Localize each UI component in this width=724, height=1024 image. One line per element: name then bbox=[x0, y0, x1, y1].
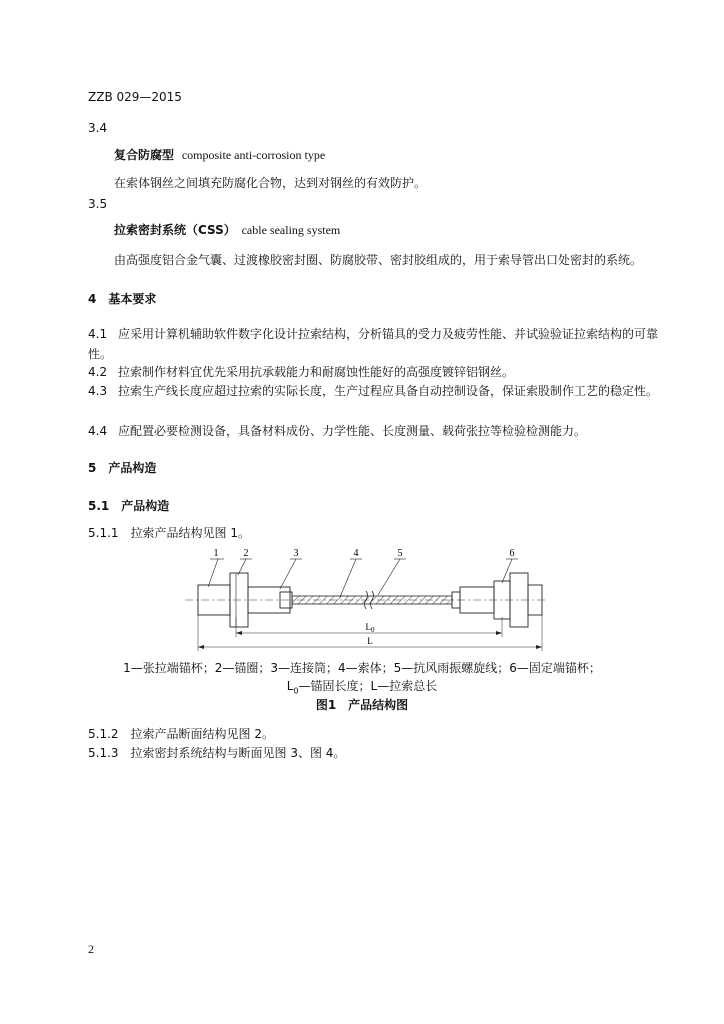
definition-3-4: 在索体钢丝之间填充防腐化合物，达到对钢丝的有效防护。 bbox=[114, 176, 427, 190]
clause-5-1-3: 5.1.3 拉索密封系统结构与断面见图 3、图 4。 bbox=[88, 746, 346, 760]
callout-1: 1 bbox=[213, 548, 219, 559]
callout-3: 3 bbox=[293, 548, 299, 559]
clause-number-3-5: 3.5 bbox=[88, 197, 108, 211]
legend-l0-symbol: L bbox=[286, 679, 294, 693]
callout-4: 4 bbox=[353, 548, 359, 559]
dimension-l0-label: $L_0$ bbox=[365, 622, 375, 634]
document-code: ZZB 029—2015 bbox=[88, 90, 182, 104]
legend-l0-subscript: 0 bbox=[293, 686, 299, 696]
term-cn: 拉索密封系统（CSS） bbox=[114, 223, 236, 237]
clause-number: 4.4 bbox=[88, 424, 108, 438]
clause-5-1-1: 5.1.1 拉索产品结构见图 1。 bbox=[88, 526, 250, 540]
callout-6: 6 bbox=[509, 548, 515, 559]
clause-number: 4.2 bbox=[88, 365, 108, 379]
dimension-l-label: L bbox=[367, 636, 373, 646]
figure-caption: 图1 产品结构图 bbox=[315, 698, 409, 712]
clause-4-4 bbox=[88, 421, 662, 441]
clause-4-3 bbox=[88, 381, 662, 401]
page-number: 2 bbox=[88, 942, 94, 956]
legend-l0-text: —锚固长度；L—拉索总长 bbox=[298, 679, 438, 693]
clause-number: 4.3 bbox=[88, 384, 108, 398]
callout-2: 2 bbox=[243, 548, 249, 559]
term-cn: 复合防腐型 bbox=[114, 148, 175, 162]
term-en: composite anti-corrosion type bbox=[181, 148, 326, 162]
cable-structure-figure bbox=[180, 545, 550, 655]
section-heading-5: 5 产品构造 bbox=[88, 461, 157, 475]
term-3-4 bbox=[114, 147, 325, 163]
term-en: cable sealing system bbox=[241, 223, 341, 237]
definition-3-5: 由高强度铝合金气囊、过渡橡胶密封圈、防腐胶带、密封胶组成的，用于索导管出口处密封的系统。 bbox=[114, 253, 643, 267]
clause-text: 应采用计算机辅助软件数字化设计拉索结构，分析锚具的受力及疲劳性能、并试验验证拉索结构的可靠性。 bbox=[88, 327, 659, 361]
clause-text: 应配置必要检测设备，具备材料成份、力学性能、长度测量、载荷张拉等检验检测能力。 bbox=[118, 424, 587, 438]
clause-text: 拉索生产线长度应超过拉索的实际长度，生产过程应具备自动控制设备，保证索股制作工艺的稳定性。 bbox=[118, 384, 659, 398]
term-3-5 bbox=[114, 222, 340, 238]
subsection-heading-5-1: 5.1 产品构造 bbox=[88, 499, 170, 513]
callout-5: 5 bbox=[397, 548, 403, 559]
clause-number-3-4: 3.4 bbox=[88, 121, 108, 135]
clause-text: 拉索制作材料宜优先采用抗承载能力和耐腐蚀性能好的高强度镀锌铝钢丝。 bbox=[118, 365, 515, 379]
clause-4-2 bbox=[88, 362, 662, 382]
section-heading-4: 4 基本要求 bbox=[88, 292, 157, 306]
clause-number: 4.1 bbox=[88, 327, 108, 341]
figure-legend-line-1: 1—张拉端锚杯；2—锚圈；3—连接筒；4—索体；5—抗风雨振螺旋线；6—固定端锚杯； bbox=[123, 661, 601, 675]
clause-5-1-2: 5.1.2 拉索产品断面结构见图 2。 bbox=[88, 727, 274, 741]
clause-4-1 bbox=[88, 324, 662, 364]
